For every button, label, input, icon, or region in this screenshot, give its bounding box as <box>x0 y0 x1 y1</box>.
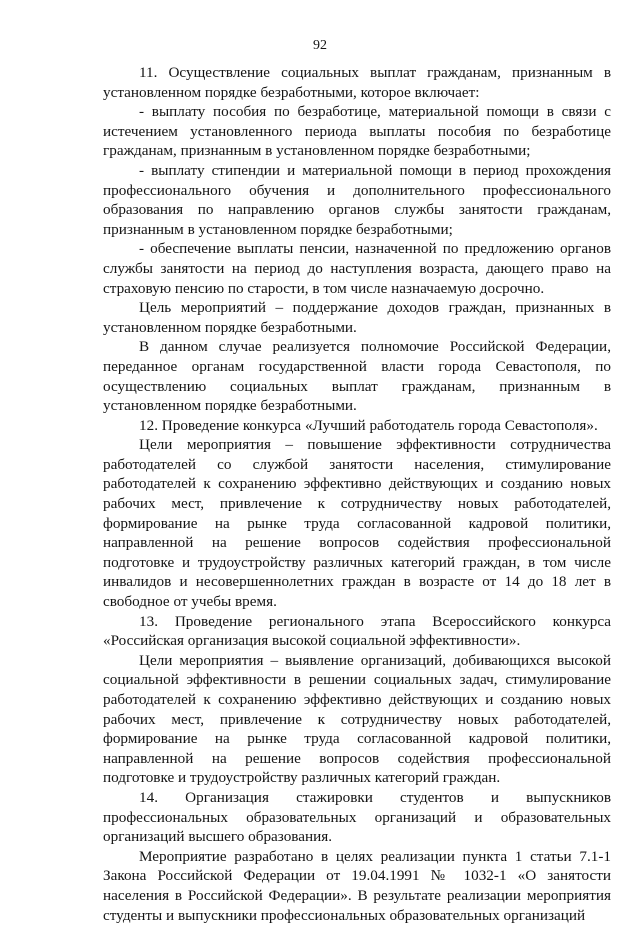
document-body <box>103 63 611 925</box>
paragraph-bullet-stipend: - выплату стипендии и материальной помощи в период прохождения профессионального обучения и дополнительного профессионального образования по направлению органов службы занятости гражданам, признанным в установленном порядке безработными; <box>103 161 611 238</box>
paragraph-item-12: 12. Проведение конкурса «Лучший работодатель города Севастополя». <box>139 416 598 434</box>
paragraph-goal-item-12: Цели мероприятия – повышение эффективности сотрудничества работодателей со службой занятости населения, стимулирование работодателей к сохранению эффективно действующих и созданию новых рабочих мест, привлечение к сотрудничеству новых работодателей, формирование на рынке труда согласованной кадровой политики, направленной на решение вопросов содействия профессиональной подготовке и трудоустройству различных категорий граждан, в том числе инвалидов и несовершеннолетних граждан в возрасте от 14 до 18 лет в свободное от учебы время. <box>103 436 611 611</box>
paragraph-bullet-unemployment-benefit: - выплату пособия по безработице, материальной помощи в связи с истечением установленного периода выплаты пособия по безработице гражданам, признанным в установленном порядке безработными; <box>103 103 611 160</box>
paragraph-goal-income: Цель мероприятий – поддержание доходов граждан, признанных в установленном порядке безработными. <box>103 299 611 336</box>
paragraph-item-14-details: Мероприятие разработано в целях реализации пункта 1 статьи 7.1-1 Закона Российской Федерации от 19.04.1991 № 1032-1 «О занятости населения в Российской Федерации». В результате реализации мероприятия студенты и выпускники профессиональных образовательных организаций <box>103 847 611 924</box>
page-number: 92 <box>313 38 327 53</box>
paragraph-bullet-pension: - обеспечение выплаты пенсии, назначенной по предложению органов службы занятости на период до наступления возраста, дающего право на страховую пенсию по старости, в том числе назначаемую досрочно. <box>103 240 611 297</box>
paragraph-item-11: 11. Осуществление социальных выплат гражданам, признанным в установленном порядке безработными, которое включает: <box>103 64 611 101</box>
paragraph-goal-item-13: Цели мероприятия – выявление организаций, добивающихся высокой социальной эффективности в решении социальных задач, стимулирование работодателей к сохранению эффективно действующих и созданию новых рабочих мест, привлечение к сотрудничеству новых работодателей, формирование на рынке труда согласованной кадровой политики, направленной на решение вопросов содействия профессиональной подготовке и трудоустройству различных категорий граждан. <box>103 651 611 787</box>
paragraph-item-13: 13. Проведение регионального этапа Всероссийского конкурса «Российская организация высокой социальной эффективности». <box>103 612 611 650</box>
paragraph-authority: В данном случае реализуется полномочие Российской Федерации, переданное органам государственной власти города Севастополя, по осуществлению социальных выплат гражданам, признанным в установленном порядке безработными. <box>103 338 611 415</box>
paragraph-item-14: 14. Организация стажировки студентов и выпускников профессиональных образовательных организаций и образовательных организаций высшего образования. <box>103 788 611 846</box>
